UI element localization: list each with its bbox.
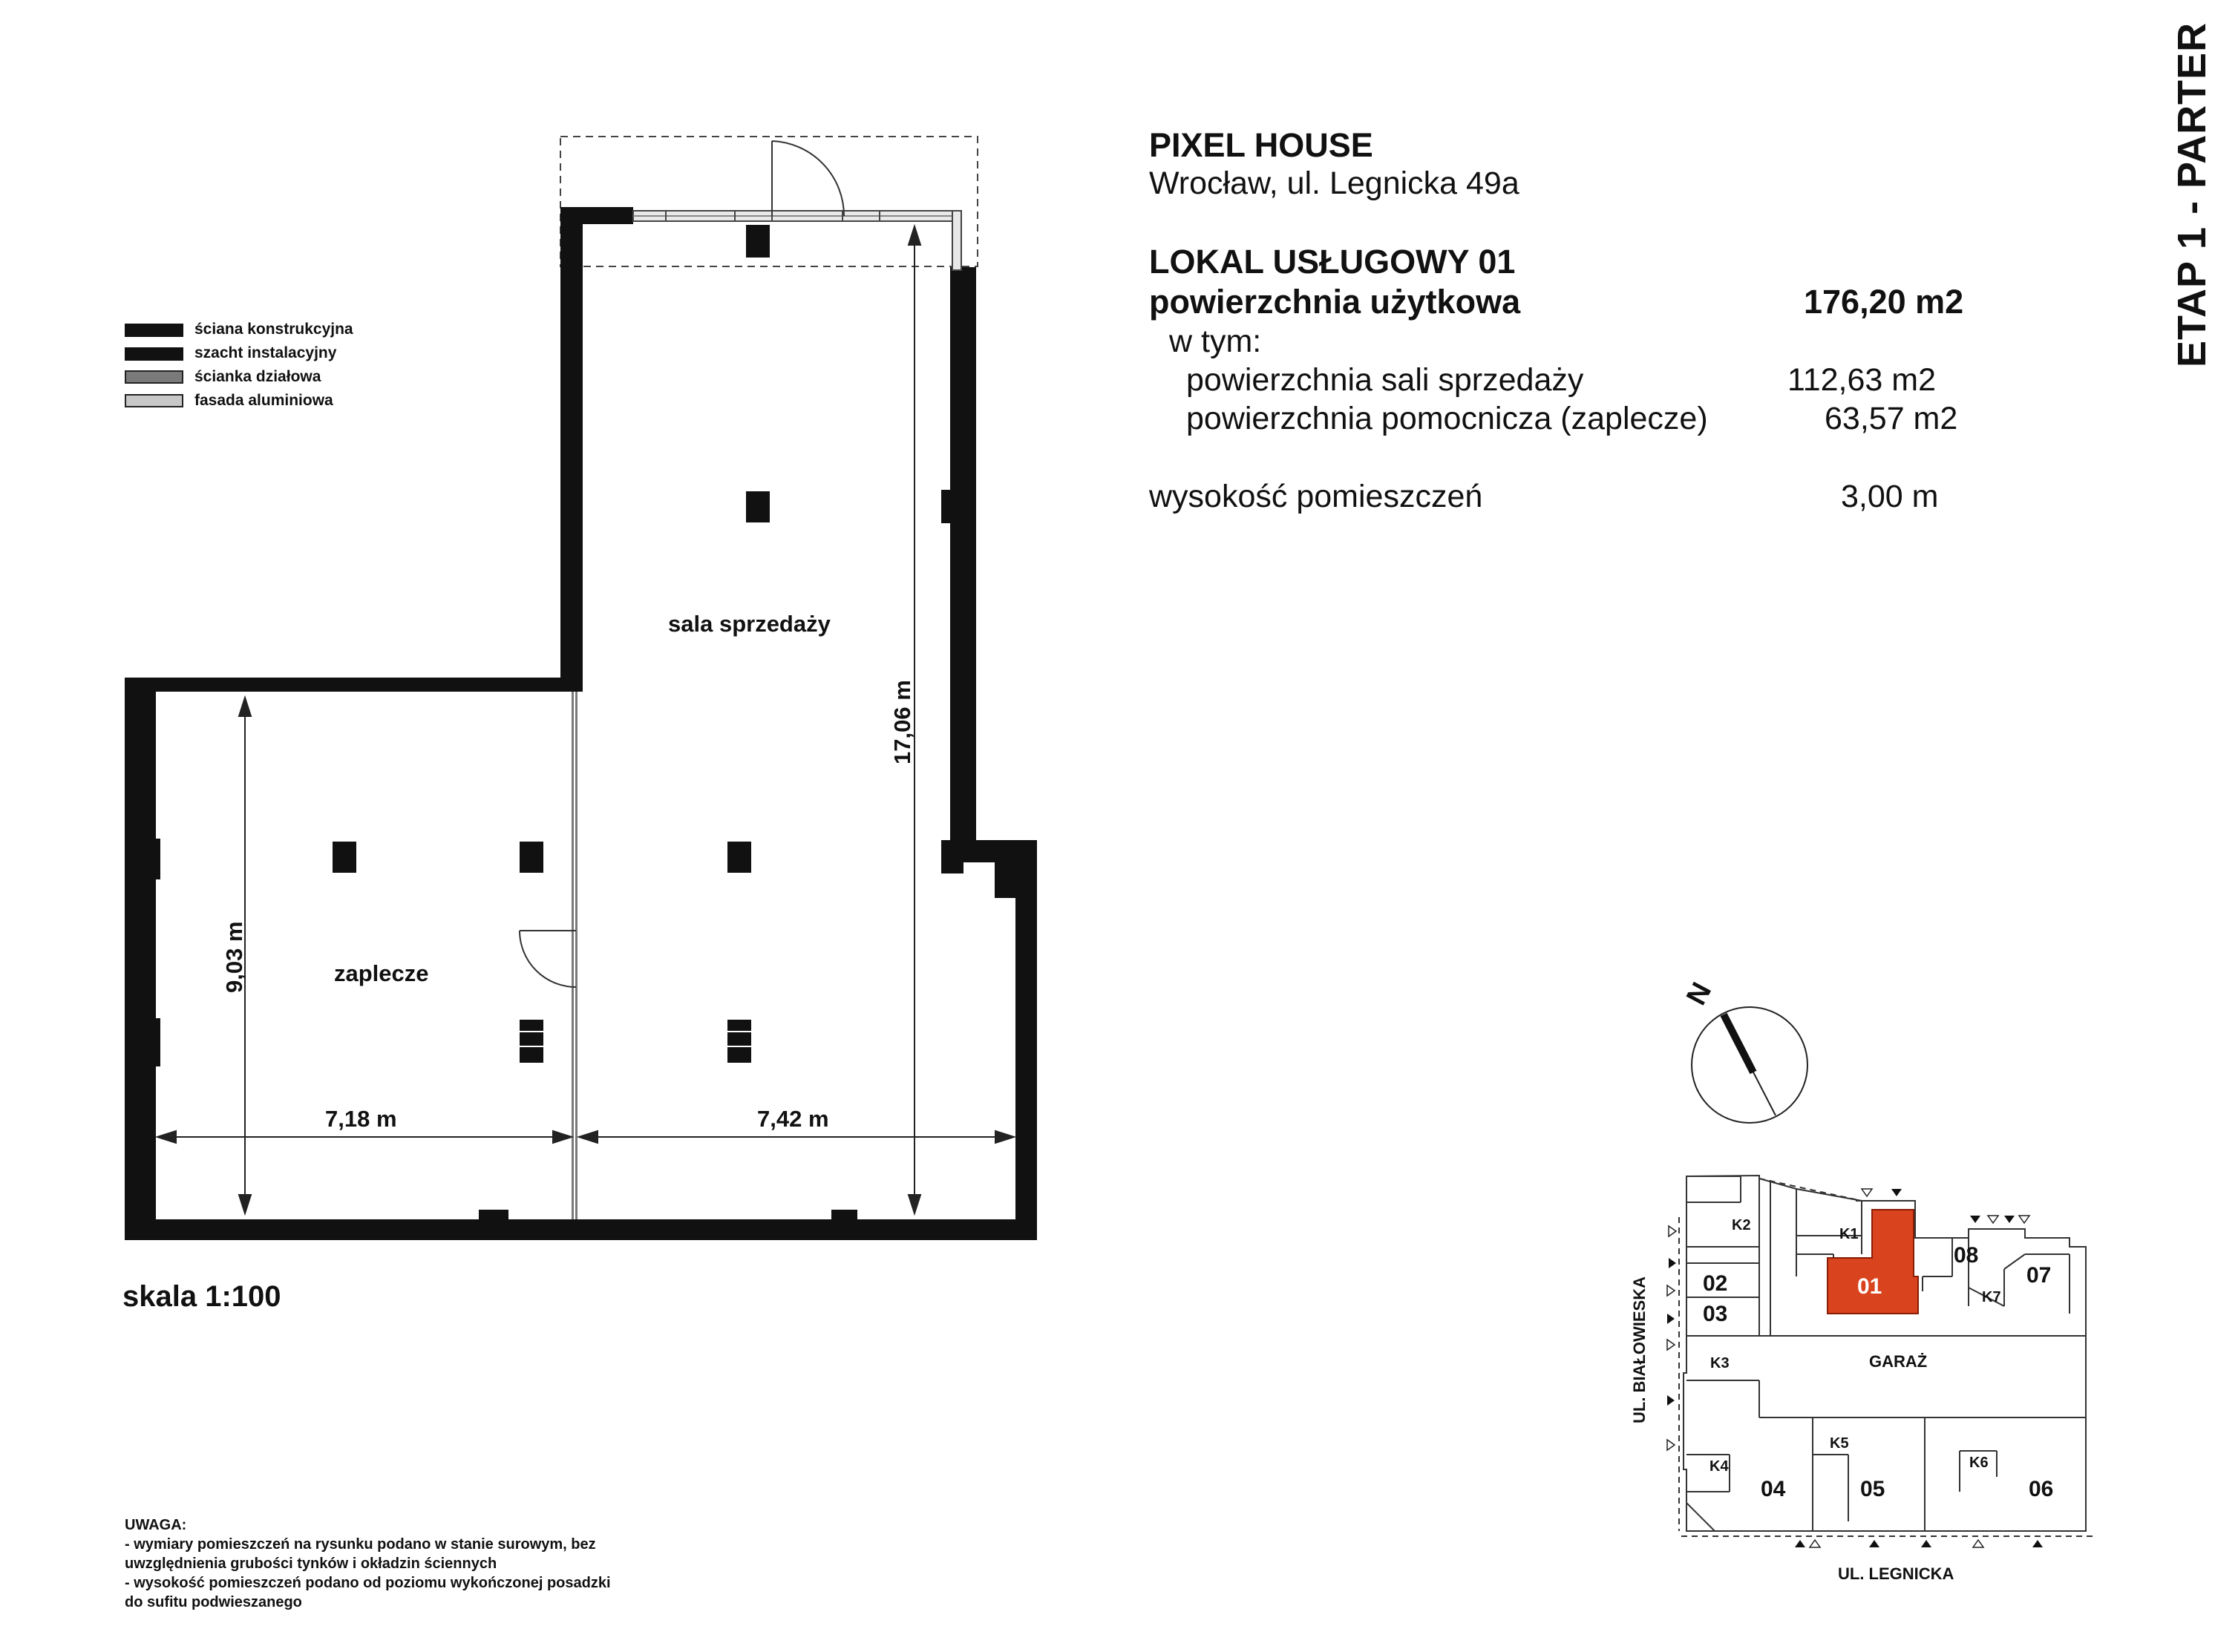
site-unit-01: 01 [1857, 1274, 1882, 1299]
notes [125, 1515, 611, 1612]
legend-swatch-shaft [125, 347, 183, 361]
site-unit-04: 04 [1761, 1477, 1786, 1501]
legend-label-structural: ściana konstrukcyjna [194, 321, 353, 338]
site-core-k7: K7 [1982, 1289, 2001, 1305]
street-left: UL. BIAŁOWIESKA [1630, 1276, 1649, 1423]
legend-label-shaft: szacht instalacyjny [194, 344, 337, 361]
site-unit-03: 03 [1703, 1302, 1728, 1326]
aux-area-label: powierzchnia pomocnicza (zaplecze) [1186, 401, 1708, 436]
including-label: w tym: [1169, 324, 1262, 359]
scale-label: skala 1:100 [122, 1280, 281, 1313]
legend-label-partition: ścianka działowa [194, 368, 321, 385]
site-core-k2: K2 [1732, 1217, 1751, 1233]
dimension-height-left: 9,03 m [221, 921, 247, 993]
site-unit-08: 08 [1954, 1243, 1979, 1268]
sales-area-label: powierzchnia sali sprzedaży [1186, 362, 1584, 398]
notes-line-3: - wysokość pomieszczeń podano od poziomu wykończonej posadzki [125, 1575, 611, 1591]
aux-area-value: 63,57 m2 [1825, 401, 1958, 436]
columns [333, 225, 770, 1063]
notes-line-1: - wymiary pomieszczeń na rysunku podano w stanie surowym, bez [125, 1536, 596, 1553]
compass [1692, 1007, 1807, 1123]
site-unit-05: 05 [1860, 1477, 1885, 1501]
site-unit-07: 07 [2026, 1263, 2052, 1288]
street-bottom: UL. LEGNICKA [1838, 1564, 1954, 1583]
site-core-k4: K4 [1709, 1458, 1729, 1475]
room-label-storage: zaplecze [334, 960, 429, 986]
legend-label-facade: fasada aluminiowa [194, 392, 333, 409]
unit-title: LOKAL USŁUGOWY 01 [1149, 243, 1516, 281]
project-name: PIXEL HOUSE [1149, 126, 1373, 164]
notes-line-2: uwzględnienia grubości tynków i okładzin ściennych [125, 1556, 497, 1572]
sales-area-value: 112,63 m2 [1787, 362, 1937, 398]
legend-swatch-partition [125, 370, 183, 384]
project-address: Wrocław, ul. Legnicka 49a [1149, 165, 1519, 201]
notes-title: UWAGA: [125, 1517, 187, 1533]
room-height-label: wysokość pomieszczeń [1149, 479, 1483, 514]
north-arrow-icon [1724, 1015, 1753, 1072]
usable-area-value: 176,20 m2 [1804, 283, 1964, 321]
site-core-k5: K5 [1830, 1435, 1849, 1452]
notes-line-4: do sufitu podwieszanego [125, 1594, 302, 1610]
north-label: N [1681, 977, 1718, 1011]
site-core-k6: K6 [1969, 1455, 1989, 1471]
usable-area-label: powierzchnia użytkowa [1149, 283, 1521, 321]
site-core-k3: K3 [1710, 1355, 1730, 1371]
site-unit-06: 06 [2029, 1477, 2054, 1501]
site-unit-02: 02 [1703, 1271, 1728, 1296]
legend-swatch-structural [125, 324, 183, 337]
room-label-sales: sala sprzedaży [668, 611, 831, 637]
site-garage: GARAŻ [1869, 1352, 1928, 1371]
dimension-width-right: 7,42 m [757, 1106, 829, 1132]
dimension-height-right: 17,06 m [889, 680, 915, 764]
room-height-value: 3,00 m [1841, 479, 1939, 514]
site-core-k1: K1 [1839, 1226, 1859, 1242]
dimension-width-left: 7,18 m [325, 1106, 397, 1132]
legend-swatch-facade [125, 394, 183, 407]
side-title: ETAP 1 - PARTER [2170, 22, 2214, 367]
